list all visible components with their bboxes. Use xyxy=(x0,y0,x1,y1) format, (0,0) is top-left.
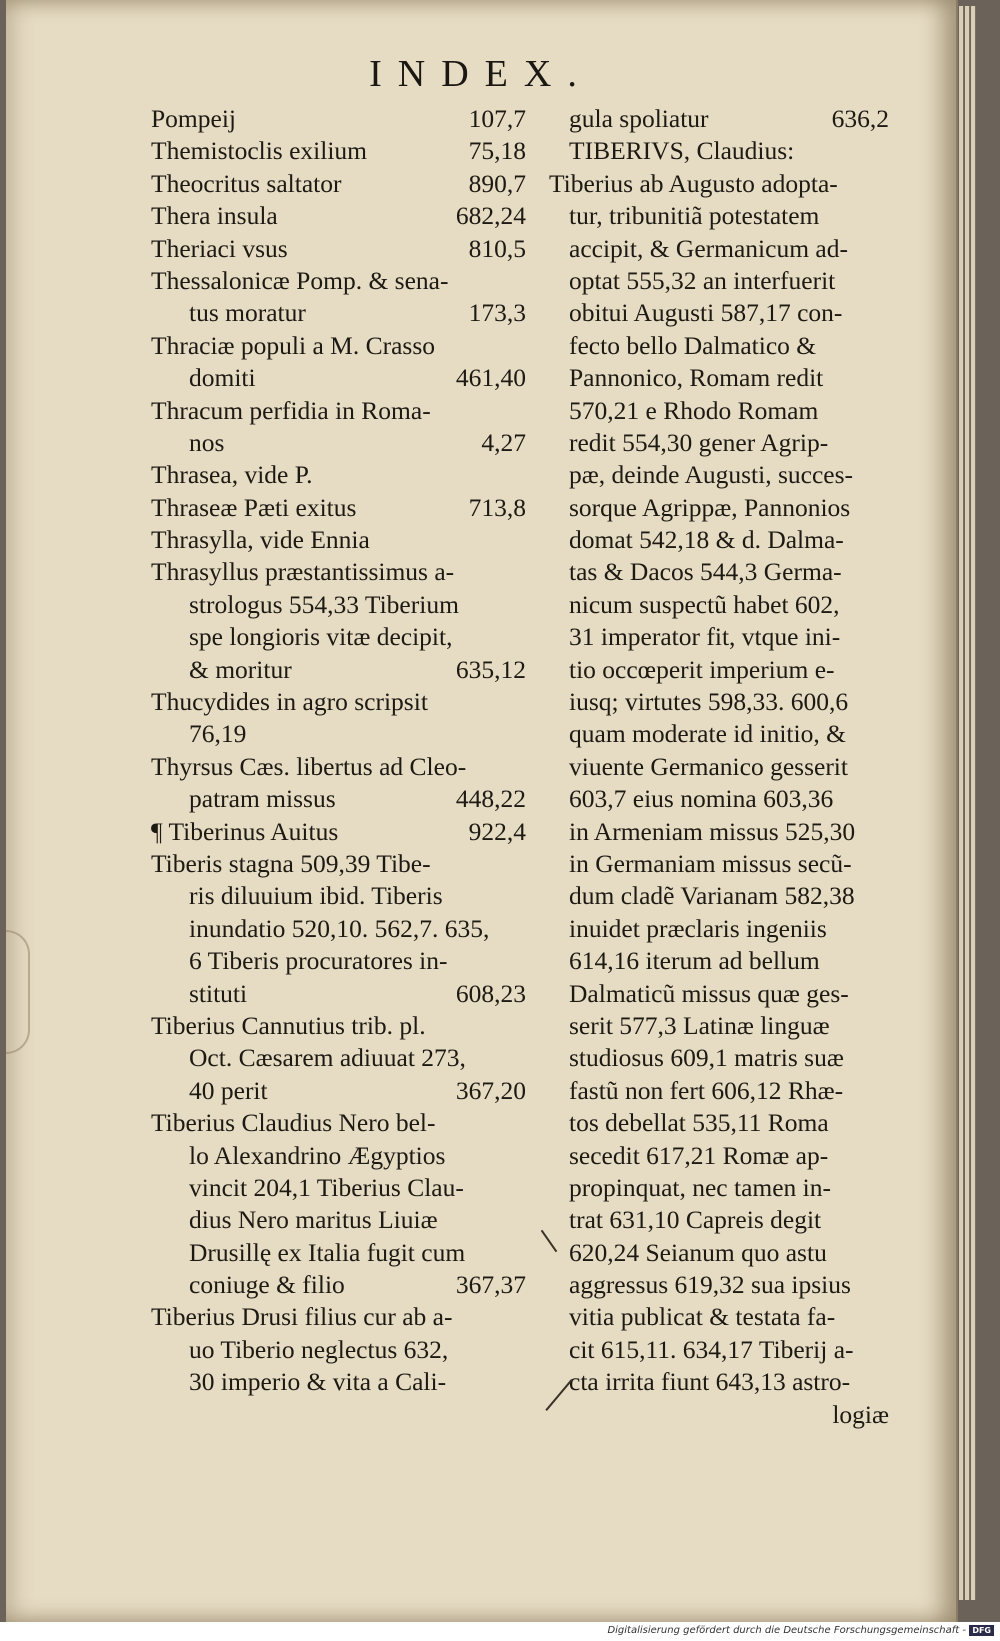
index-entry-text: TIBERIVS, Claudius: xyxy=(569,136,795,166)
index-entry-line xyxy=(549,751,889,783)
index-entry-line xyxy=(549,1366,889,1398)
index-entry-text: lo Alexandrino Ægyptios xyxy=(189,1140,446,1170)
index-entry-text: Thraseæ Pæti exitus xyxy=(151,492,357,522)
index-entry-text: trat 631,10 Capreis degit xyxy=(569,1205,822,1235)
index-entry-text: inundatio 520,10. 562,7. 635, xyxy=(189,913,490,943)
catchword: logiæ xyxy=(832,1399,889,1429)
footer-credit: Digitalisierung gefördert durch die Deutsche Forschungsgemeinschaft - xyxy=(607,1625,966,1636)
index-entry-line xyxy=(151,297,526,329)
index-entry-text: vincit 204,1 Tiberius Clau- xyxy=(189,1172,464,1202)
index-column-left xyxy=(151,103,526,1399)
index-page-ref: 75,18 xyxy=(468,136,526,166)
index-entry-line xyxy=(151,1042,526,1074)
index-entry-text: Themistoclis exilium xyxy=(151,136,368,166)
index-entry-text: sorque Agrippæ, Pannonios xyxy=(569,492,851,522)
index-entry-line xyxy=(151,200,526,232)
index-entry-line xyxy=(549,556,889,588)
index-page-ref: 635,12 xyxy=(455,654,526,684)
index-entry-line xyxy=(549,297,889,329)
index-entry-text: secedit 617,21 Romæ ap- xyxy=(569,1140,829,1170)
index-entry-text: 30 imperio & vita a Cali- xyxy=(189,1367,447,1397)
index-entry-text: Tiberius ab Augusto adopta- xyxy=(549,168,838,198)
index-entry-line xyxy=(151,978,526,1010)
index-entry-text: stituti xyxy=(189,978,248,1008)
index-entry-line xyxy=(549,1075,889,1107)
index-entry-text: spe longioris vitæ decipit, xyxy=(189,622,453,652)
index-entry-line xyxy=(549,330,889,362)
index-entry-line xyxy=(151,783,526,815)
index-entry-text: 76,19 xyxy=(189,719,247,749)
index-entry-line xyxy=(549,492,889,524)
index-page-ref: 636,2 xyxy=(831,104,889,133)
index-entry-text: Tiberius Claudius Nero bel- xyxy=(151,1108,436,1138)
index-entry-text: Tiberis stagna 509,39 Tibe- xyxy=(151,848,431,878)
index-entry-line xyxy=(549,524,889,556)
index-entry-text: 6 Tiberis procuratores in- xyxy=(189,946,448,976)
index-entry-text: optat 555,32 an interfuerit xyxy=(569,265,836,295)
index-entry-line xyxy=(151,589,526,621)
index-entry-line xyxy=(549,1010,889,1042)
index-entry-line xyxy=(549,913,889,945)
index-entry-text: 40 perit xyxy=(189,1075,268,1105)
index-entry-text: iusq; virtutes 598,33. 600,6 xyxy=(569,687,849,717)
index-entry-text: in Armeniam missus 525,30 xyxy=(569,816,856,846)
index-entry-text: propinquat, nec tamen in- xyxy=(569,1172,831,1202)
index-entry-text: tus moratur xyxy=(189,298,306,328)
index-entry-line xyxy=(151,492,526,524)
index-entry-line xyxy=(549,1237,889,1269)
index-entry-text: serit 577,3 Latinæ linguæ xyxy=(569,1010,830,1040)
index-entry-line xyxy=(549,1140,889,1172)
index-entry-line xyxy=(151,1269,526,1301)
index-entry-text: studiosus 609,1 matris suæ xyxy=(569,1043,844,1073)
index-entry-line xyxy=(549,1172,889,1204)
dfg-logo: DFG xyxy=(969,1625,994,1636)
index-entry-text: ¶ Tiberinus Auitus xyxy=(151,816,339,846)
index-entry-line xyxy=(151,265,526,297)
index-entry-text: Theocritus saltator xyxy=(151,168,342,198)
index-entry-text: Drusillę ex Italia fugit cum xyxy=(189,1237,466,1267)
index-entry-text: redit 554,30 gener Agrip- xyxy=(569,427,829,457)
index-page-ref: 608,23 xyxy=(455,978,526,1008)
index-entry-line xyxy=(151,848,526,880)
index-page-ref: 173,3 xyxy=(468,298,526,328)
index-entry-text: tur, tribunitiã potestatem xyxy=(569,201,820,231)
index-entry-line xyxy=(151,459,526,491)
index-entry-text: fastũ non fert 606,12 Rhæ- xyxy=(569,1075,844,1105)
index-entry-line xyxy=(151,1107,526,1139)
index-entry-line xyxy=(151,1366,526,1398)
index-entry-text: 31 imperator fit, vtque ini- xyxy=(569,622,841,652)
index-page-ref: 682,24 xyxy=(455,201,526,231)
index-entry-text: Thrasyllus præstantissimus a- xyxy=(151,557,455,587)
index-entry-text: accipit, & Germanicum ad- xyxy=(569,233,848,263)
index-entry-text: Pompeij xyxy=(151,104,237,133)
index-entry-text: tio occœperit imperium e- xyxy=(569,654,835,684)
index-entry-line xyxy=(151,524,526,556)
index-entry-text: & moritur xyxy=(189,654,292,684)
index-entry-line xyxy=(549,459,889,491)
index-entry-line xyxy=(549,1334,889,1366)
index-entry-text: strologus 554,33 Tiberium xyxy=(189,589,459,619)
index-entry-line xyxy=(549,168,889,200)
index-entry-line xyxy=(549,783,889,815)
index-entry-line xyxy=(151,233,526,265)
index-entry-line xyxy=(151,654,526,686)
index-entry-text: 603,7 eius nomina 603,36 xyxy=(569,784,834,814)
index-entry-line xyxy=(151,1334,526,1366)
index-entry-line xyxy=(151,686,526,718)
index-entry-text: Thrasylla, vide Ennia xyxy=(151,525,370,555)
index-entry-line xyxy=(151,168,526,200)
index-entry-text: inuidet præclaris ingeniis xyxy=(569,913,827,943)
index-entry-text: dum cladẽ Varianam 582,38 xyxy=(569,881,855,911)
index-entry-line xyxy=(549,1269,889,1301)
index-entry-line xyxy=(151,718,526,750)
index-entry-text: Thera insula xyxy=(151,201,278,231)
index-entry-text: vitia publicat & testata fa- xyxy=(569,1302,836,1332)
page-edge xyxy=(959,6,964,1600)
index-entry-line xyxy=(549,686,889,718)
index-page-ref: 461,40 xyxy=(455,363,526,393)
index-entry-text: uo Tiberio neglectus 632, xyxy=(189,1334,449,1364)
index-entry-text: ris diluuium ibid. Tiberis xyxy=(189,881,443,911)
index-entry-line xyxy=(151,362,526,394)
index-entry-line xyxy=(151,816,526,848)
index-entry-line xyxy=(151,556,526,588)
index-entry-line xyxy=(151,135,526,167)
index-page-ref: 890,7 xyxy=(468,168,526,198)
index-entry-text: Oct. Cæsarem adiuuat 273, xyxy=(189,1043,466,1073)
index-entry-line xyxy=(549,1301,889,1333)
book-page xyxy=(6,0,958,1622)
index-entry-text: viuente Germanico gesserit xyxy=(569,751,848,781)
index-page-ref: 713,8 xyxy=(468,492,526,522)
index-entry-line xyxy=(151,751,526,783)
index-entry-text: coniuge & filio xyxy=(189,1270,345,1300)
page-header: INDEX. xyxy=(369,53,593,95)
index-entry-text: Pannonico, Romam redit xyxy=(569,363,824,393)
index-entry-text: Tiberius Cannutius trib. pl. xyxy=(151,1010,426,1040)
index-entry-line xyxy=(549,135,889,167)
index-page-ref: 367,20 xyxy=(455,1075,526,1105)
index-page-ref: 922,4 xyxy=(468,816,526,846)
index-entry-line xyxy=(549,395,889,427)
index-entry-line xyxy=(549,233,889,265)
index-entry-text: Dalmaticũ missus quæ ges- xyxy=(569,978,849,1008)
index-entry-line xyxy=(549,1399,889,1431)
page-edge xyxy=(971,6,976,1600)
index-entry-line xyxy=(151,1237,526,1269)
index-entry-line xyxy=(549,718,889,750)
index-entry-line xyxy=(549,200,889,232)
index-entry-text: Theriaci vsus xyxy=(151,233,288,263)
index-entry-line xyxy=(549,848,889,880)
index-entry-text: 620,24 Seianum quo astu xyxy=(569,1237,827,1267)
index-column-right xyxy=(549,103,889,1431)
index-entry-line xyxy=(549,945,889,977)
index-page-ref: 107,7 xyxy=(468,104,526,133)
index-entry-line xyxy=(151,1204,526,1236)
index-entry-text: nicum suspectũ habet 602, xyxy=(569,589,840,619)
index-entry-text: Thraciæ populi a M. Crasso xyxy=(151,330,435,360)
index-entry-text: cit 615,11. 634,17 Tiberij a- xyxy=(569,1334,854,1364)
index-entry-line xyxy=(151,621,526,653)
index-entry-line xyxy=(151,103,526,135)
index-entry-text: patram missus xyxy=(189,784,336,814)
index-entry-line xyxy=(549,427,889,459)
index-entry-text: cta irrita fiunt 643,13 astro- xyxy=(569,1367,851,1397)
index-page-ref: 367,37 xyxy=(455,1270,526,1300)
index-entry-text: domiti xyxy=(189,363,256,393)
index-entry-line xyxy=(151,913,526,945)
index-entry-line xyxy=(151,330,526,362)
index-entry-text: 614,16 iterum ad bellum xyxy=(569,946,820,976)
index-entry-line xyxy=(151,427,526,459)
index-entry-line xyxy=(151,1172,526,1204)
digitization-footer xyxy=(0,1622,1000,1641)
index-entry-line xyxy=(549,1107,889,1139)
index-entry-text: Tiberius Drusi filius cur ab a- xyxy=(151,1302,453,1332)
index-entry-text: quam moderate id initio, & xyxy=(569,719,846,749)
index-entry-text: in Germaniam missus secũ- xyxy=(569,848,852,878)
index-entry-line xyxy=(549,978,889,1010)
index-entry-line xyxy=(549,103,889,135)
index-entry-line xyxy=(549,265,889,297)
index-entry-text: gula spoliatur xyxy=(569,104,709,133)
index-entry-text: tas & Dacos 544,3 Germa- xyxy=(569,557,842,587)
page-stain xyxy=(6,930,30,1054)
index-entry-line xyxy=(549,880,889,912)
index-entry-line xyxy=(549,362,889,394)
index-page-ref: 448,22 xyxy=(455,784,526,814)
index-entry-text: tos debellat 535,11 Roma xyxy=(569,1108,829,1138)
index-entry-text: domat 542,18 & d. Dalma- xyxy=(569,525,844,555)
index-entry-text: Thracum perfidia in Roma- xyxy=(151,395,431,425)
index-entry-line xyxy=(151,945,526,977)
index-page-ref: 810,5 xyxy=(468,233,526,263)
index-entry-text: Thucydides in agro scripsit xyxy=(151,687,428,717)
index-entry-text: dius Nero maritus Liuiæ xyxy=(189,1205,438,1235)
index-entry-text: fecto bello Dalmatico & xyxy=(569,330,817,360)
index-entry-line xyxy=(549,1042,889,1074)
index-entry-line xyxy=(151,1140,526,1172)
index-entry-line xyxy=(549,654,889,686)
index-entry-text: obitui Augusti 587,17 con- xyxy=(569,298,843,328)
page-edge xyxy=(965,6,970,1600)
index-entry-text: 570,21 e Rhodo Romam xyxy=(569,395,819,425)
index-entry-line xyxy=(549,1204,889,1236)
index-entry-text: pæ, deinde Augusti, succes- xyxy=(569,460,853,490)
index-entry-line xyxy=(549,816,889,848)
index-entry-line xyxy=(151,1301,526,1333)
index-page-ref: 4,27 xyxy=(481,427,526,457)
index-entry-line xyxy=(151,1075,526,1107)
index-entry-text: Thessalonicæ Pomp. & sena- xyxy=(151,265,449,295)
index-entry-text: aggressus 619,32 sua ipsius xyxy=(569,1270,851,1300)
index-entry-text: nos xyxy=(189,427,225,457)
index-entry-line xyxy=(549,589,889,621)
index-entry-line xyxy=(549,621,889,653)
index-entry-line xyxy=(151,880,526,912)
index-entry-line xyxy=(151,395,526,427)
index-entry-text: Thyrsus Cæs. libertus ad Cleo- xyxy=(151,751,467,781)
index-entry-text: Thrasea, vide P. xyxy=(151,460,313,490)
index-entry-line xyxy=(151,1010,526,1042)
